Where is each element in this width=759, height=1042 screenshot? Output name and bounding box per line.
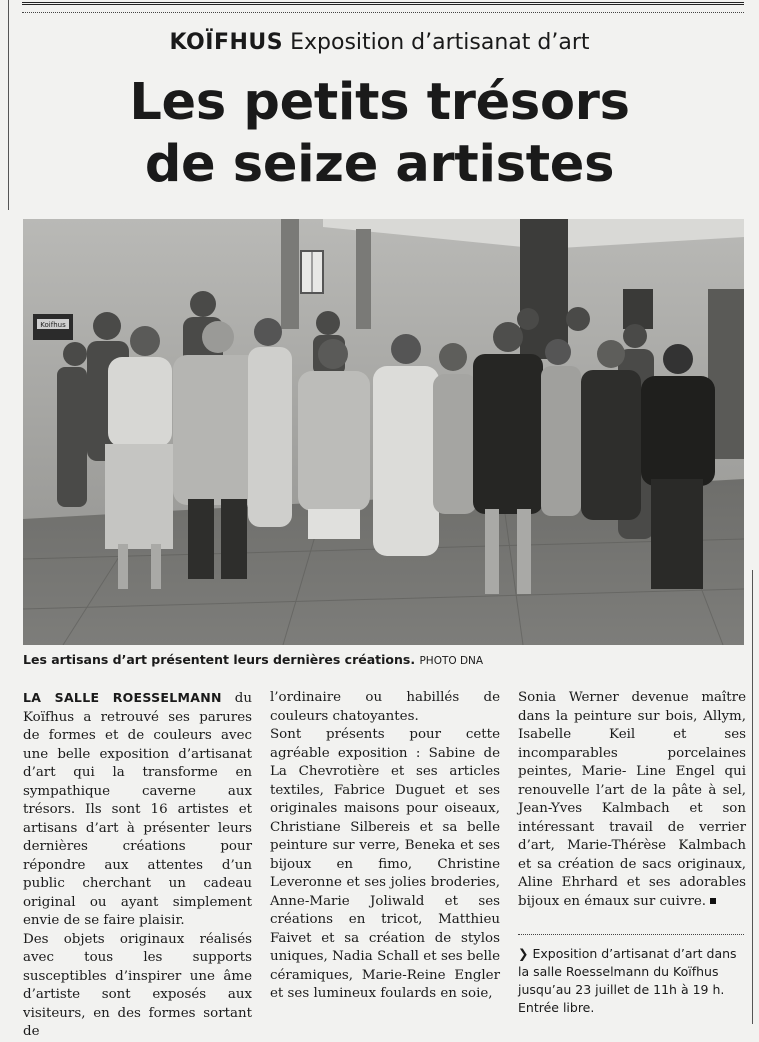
- lead-in: LA SALLE ROESSELMANN: [23, 690, 222, 705]
- article-paragraph: l’ordinaire ou habillés de couleurs chatoyantes.: [270, 690, 500, 724]
- article-column-1: [23, 689, 252, 1042]
- caption-text: Les artisans d’art présentent leurs dernières créations.: [23, 652, 416, 667]
- info-text: Exposition d’artisanat d’art dans la salle Roesselmann du Koïfhus jusqu’au 23 juillet de 11h à 19 h. Entrée libre.: [518, 946, 737, 1015]
- group-photo: [23, 219, 744, 645]
- kicker-topic: Exposition d’artisanat d’art: [290, 30, 590, 55]
- photo-caption: [23, 652, 744, 667]
- top-rule: [22, 2, 744, 13]
- wall-sign-text: Koifhus: [40, 321, 66, 329]
- column-rule-right: [752, 570, 753, 1024]
- group-photo-illustration: [23, 219, 744, 645]
- headline-line-1: Les petits trésors: [129, 73, 630, 132]
- article-column-2: [270, 689, 500, 1004]
- article-paragraph: Sont présents pour cette agréable exposition : Sabine de La Chevrotière et ses articles textiles, Fabrice Duguet et ses originales maisons pour oiseaux, Christiane Silbereis et sa belle peinture sur verre, Beneka et ses bijoux en fimo, Christine Leveronne et ses jolies broderies, Anne-Marie Joliwald et ses créations en tricot, Matthieu Faivet et sa création de stylos uniques, Nadia Schall et ses belle céramiques, Marie-Reine Engler et ses lumineux foulards en soie,: [270, 727, 500, 1001]
- arrow-icon: ❯: [518, 946, 529, 961]
- info-box: [518, 934, 744, 1017]
- paragraph-text: du Koïfhus a retrouvé ses parures de formes et de couleurs avec une belle exposition d’artisanat d’art qui la transforme en sympathique caverne aux trésors. Ils sont 16 artistes et artisans d’art à présenter leurs dernières créations pour répondre aux attentes d’un public cherchant un cadeau original ou ayant simplement envie de se faire plaisir.: [23, 691, 252, 928]
- kicker: [0, 30, 759, 55]
- photo-credit: PHOTO DNA: [419, 655, 484, 667]
- paragraph-text: Sonia Werner devenue maître dans la peinture sur bois, Allym, Isabelle Keil et ses incomparables porcelaines peintes, Marie- Line Engel qui renouvelle l’art de la pâte à sel, Jean-Yves Kalmbach et son intéressant travail de verrier d’art, Marie-Thérèse Kalmbach et sa création de sacs originaux, Aline Ehrhard et ses adorables bijoux en émaux sur cuivre.: [518, 690, 746, 909]
- end-mark-icon: [710, 898, 716, 904]
- article-paragraph: [518, 689, 746, 911]
- headline: [0, 72, 759, 196]
- article-paragraph: [23, 689, 252, 931]
- article-paragraph: Des objets originaux réalisés avec tous les supports susceptibles d’inspirer une âme d’artiste sont exposés aux visiteurs, en des formes sortant de: [23, 931, 252, 1039]
- headline-line-2: de seize artistes: [144, 135, 615, 194]
- kicker-town: KOÏFHUS: [169, 30, 284, 55]
- article-column-3: [518, 689, 746, 911]
